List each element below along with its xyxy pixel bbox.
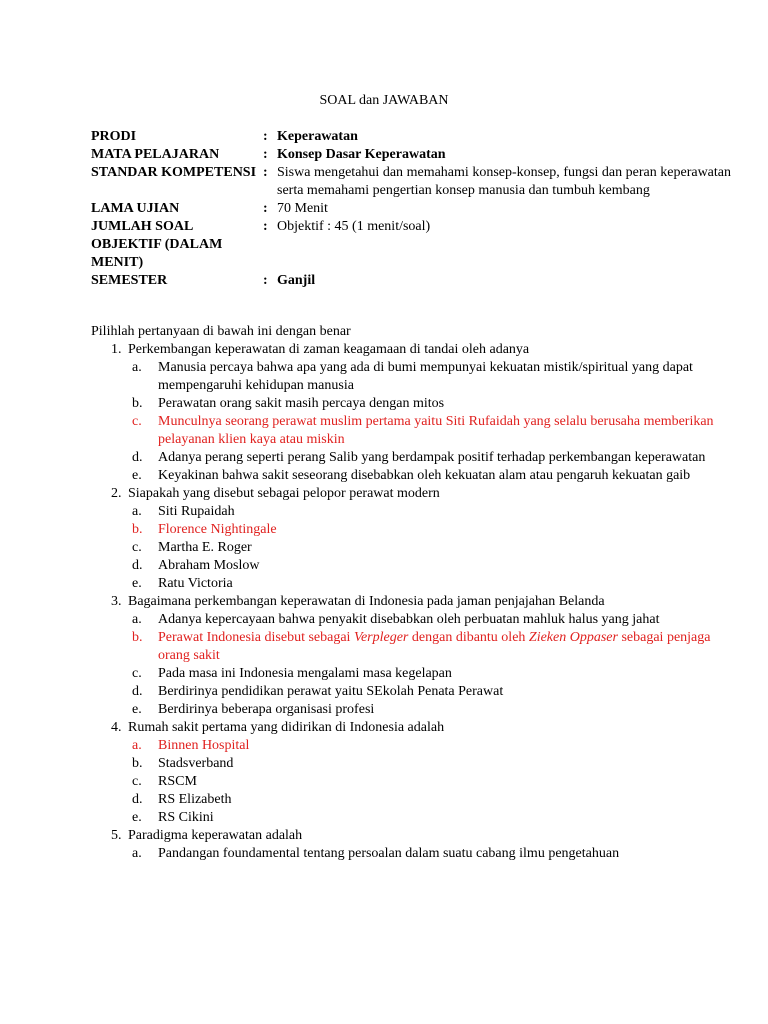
question-text: Paradigma keperawatan adalah: [128, 828, 303, 843]
question-number: 2.: [111, 486, 122, 501]
option-letter: c.: [132, 540, 142, 555]
answer-option: [132, 791, 731, 809]
option-text: Perawatan orang sakit masih percaya dengan mitos: [158, 396, 445, 411]
exam-info-row: [91, 164, 731, 200]
exam-info-row: [91, 272, 731, 290]
option-text: Adanya kepercayaan bahwa penyakit disebabkan oleh perbuatan mahluk halus yang jahat: [158, 612, 660, 627]
option-text: Pandangan foundamental tentang persoalan dalam suatu cabang ilmu pengetahuan: [158, 846, 620, 861]
colon-separator: :: [263, 129, 268, 144]
option-letter: b.: [132, 396, 143, 411]
exam-info-label: PRODI: [91, 129, 137, 144]
answer-options: [132, 359, 731, 485]
instruction-text: Pilihlah pertanyaan di bawah ini dengan benar: [91, 324, 351, 339]
exam-info-table: [91, 128, 731, 290]
option-text: RS Elizabeth: [158, 792, 232, 807]
option-text: Binnen Hospital: [158, 738, 250, 753]
option-text: Manusia percaya bahwa apa yang ada di bumi mempunyai kekuatan mistik/spiritual yang dapat mempengaruhi kehidupan manusia: [158, 360, 693, 393]
option-letter: e.: [132, 468, 142, 483]
question-item: [91, 485, 731, 593]
option-letter: c.: [132, 774, 142, 789]
option-text: Munculnya seorang perawat muslim pertama yaitu Siti Rufaidah yang selalu berusaha memberikan pelayanan klien kaya atau miskin: [158, 414, 714, 447]
option-text: Florence Nightingale: [158, 522, 277, 537]
exam-info-value: Ganjil: [277, 273, 316, 288]
option-text-part: sebagai penjaga orang sakit: [158, 630, 711, 663]
colon-separator: :: [263, 219, 268, 234]
question-list: [91, 341, 731, 863]
option-letter: d.: [132, 450, 143, 465]
option-text-part: Perawat Indonesia disebut sebagai: [158, 630, 354, 645]
exam-info-value: Konsep Dasar Keperawatan: [277, 147, 446, 162]
option-letter: a.: [132, 846, 142, 861]
option-text: Berdirinya beberapa organisasi profesi: [158, 702, 375, 717]
answer-option: [132, 773, 731, 791]
option-letter: e.: [132, 702, 142, 717]
exam-info-value: Objektif : 45 (1 menit/soal): [277, 219, 431, 234]
option-letter: c.: [132, 414, 142, 429]
answer-options: [132, 845, 731, 863]
option-text-part: dengan dibantu oleh: [408, 630, 529, 645]
option-text: Ratu Victoria: [158, 576, 233, 591]
option-text: RSCM: [158, 774, 197, 789]
exam-info-label: SEMESTER: [91, 273, 168, 288]
option-text: Keyakinan bahwa sakit seseorang disebabkan oleh kekuatan alam atau pengaruh kekuatan gaib: [158, 468, 691, 483]
colon-separator: :: [263, 165, 268, 180]
option-text: Adanya perang seperti perang Salib yang berdampak positif terhadap perkembangan keperawatan: [158, 450, 706, 465]
exam-info-label: JUMLAH SOAL OBJEKTIF (DALAM MENIT): [91, 219, 223, 270]
option-letter: a.: [132, 738, 142, 753]
option-text: Stadsverband: [158, 756, 234, 771]
colon-separator: :: [263, 201, 268, 216]
option-text: Martha E. Roger: [158, 540, 252, 555]
answer-options: [132, 737, 731, 827]
question-item: [91, 827, 731, 863]
answer-options: [132, 503, 731, 593]
answer-option: [132, 395, 731, 413]
option-text: Pada masa ini Indonesia mengalami masa kegelapan: [158, 666, 452, 681]
option-letter: b.: [132, 756, 143, 771]
option-letter: a.: [132, 612, 142, 627]
answer-option: [132, 665, 731, 683]
question-text: Bagaimana perkembangan keperawatan di Indonesia pada jaman penjajahan Belanda: [128, 594, 605, 609]
exam-info-row: [91, 128, 731, 146]
exam-info-value: Keperawatan: [277, 129, 358, 144]
exam-info-row: [91, 146, 731, 164]
option-letter: d.: [132, 792, 143, 807]
option-text: Berdirinya pendidikan perawat yaitu SEkolah Penata Perawat: [158, 684, 504, 699]
correct-answer-option: [132, 737, 731, 755]
question-text: Rumah sakit pertama yang didirikan di Indonesia adalah: [128, 720, 445, 735]
answer-option: [132, 359, 731, 395]
question-text: Siapakah yang disebut sebagai pelopor perawat modern: [128, 486, 440, 501]
option-letter: e.: [132, 810, 142, 825]
colon-separator: :: [263, 273, 268, 288]
option-text: RS Cikini: [158, 810, 214, 825]
exam-info-value: 70 Menit: [277, 201, 328, 216]
colon-separator: :: [263, 147, 268, 162]
answer-option: [132, 449, 731, 467]
exam-info-row: [91, 200, 731, 218]
answer-option: [132, 611, 731, 629]
exam-info-label: LAMA UJIAN: [91, 201, 180, 216]
correct-answer-option: [132, 413, 731, 449]
option-text: [158, 630, 710, 663]
answer-option: [132, 503, 731, 521]
option-letter: a.: [132, 360, 142, 375]
question-item: [91, 719, 731, 827]
answer-options: [132, 611, 731, 719]
answer-option: [132, 701, 731, 719]
exam-info-label: STANDAR KOMPETENSI: [91, 165, 257, 180]
question-item: [91, 341, 731, 485]
exam-info-row: [91, 218, 731, 272]
answer-option: [132, 845, 731, 863]
question-number: 5.: [111, 828, 122, 843]
answer-option: [132, 557, 731, 575]
italic-term: Verpleger: [353, 630, 409, 645]
option-text: Siti Rupaidah: [158, 504, 235, 519]
exam-info-value: Siswa mengetahui dan memahami konsep-konsep, fungsi dan peran keperawatan serta memahami pengertian konsep manusia dan tumbuh kembang: [277, 165, 731, 198]
answer-option: [132, 809, 731, 827]
question-section: [91, 323, 731, 863]
document-title: SOAL dan JAWABAN: [319, 93, 449, 108]
option-letter: d.: [132, 684, 143, 699]
exam-info-label: MATA PELAJARAN: [91, 147, 220, 162]
option-text: Abraham Moslow: [158, 558, 260, 573]
option-letter: e.: [132, 576, 142, 591]
option-letter: b.: [132, 522, 143, 537]
option-letter: a.: [132, 504, 142, 519]
option-letter: c.: [132, 666, 142, 681]
answer-option: [132, 575, 731, 593]
answer-option: [132, 467, 731, 485]
option-letter: d.: [132, 558, 143, 573]
question-number: 4.: [111, 720, 122, 735]
question-number: 1.: [111, 342, 122, 357]
question-item: [91, 593, 731, 719]
question-number: 3.: [111, 594, 122, 609]
question-text: Perkembangan keperawatan di zaman keagamaan di tandai oleh adanya: [128, 342, 530, 357]
answer-option: [132, 539, 731, 557]
answer-option: [132, 683, 731, 701]
correct-answer-option: [132, 629, 731, 665]
correct-answer-option: [132, 521, 731, 539]
option-letter: b.: [132, 630, 143, 645]
answer-option: [132, 755, 731, 773]
italic-term: Zieken Oppaser: [528, 630, 618, 645]
